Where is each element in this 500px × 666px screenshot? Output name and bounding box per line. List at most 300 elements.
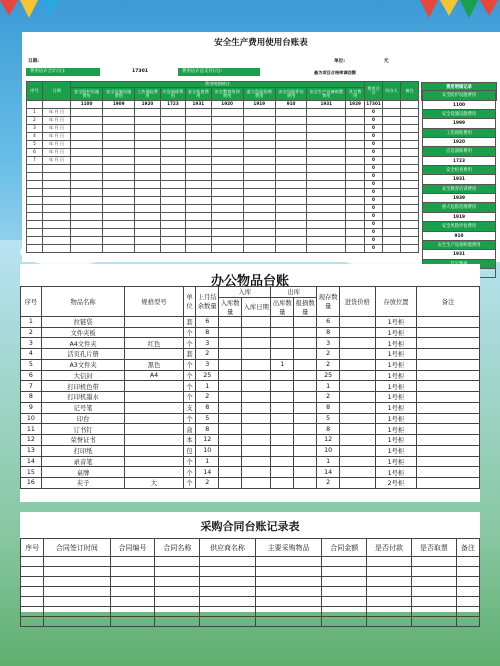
sidebar-category-label: 重大危险治理费用 (422, 203, 496, 212)
sidebar-category-value: 1723 (422, 157, 496, 166)
amount-cell (211, 237, 243, 245)
amount-cell (211, 125, 243, 133)
amount-cell (186, 245, 211, 253)
out-qty-cell (271, 402, 294, 413)
amount-cell (307, 221, 346, 229)
amount-cell (211, 213, 243, 221)
remark-cell (401, 237, 419, 245)
empty-cell (322, 587, 367, 597)
amount-cell (307, 213, 346, 221)
amount-cell (243, 197, 275, 205)
empty-cell (322, 567, 367, 577)
amount-cell (211, 197, 243, 205)
seq-cell (27, 197, 43, 205)
amount-cell (135, 157, 160, 165)
amount-cell (186, 181, 211, 189)
empty-cell (110, 617, 155, 627)
seq-cell (27, 213, 43, 221)
location-cell: 1号柜 (375, 381, 417, 392)
amount-cell (275, 205, 307, 213)
amount-cell (71, 141, 103, 149)
amount-cell (71, 133, 103, 141)
in-date-cell (242, 370, 271, 381)
amount-cell (346, 237, 365, 245)
empty-cell (44, 607, 110, 617)
empty-cell (456, 607, 479, 617)
seq-cell: 16 (21, 478, 42, 489)
date-cell: 年 月 日 (43, 109, 71, 117)
amount-cell (160, 157, 185, 165)
stock-cell: 8 (317, 402, 340, 413)
location-cell: 2号柜 (375, 478, 417, 489)
location-cell: 1号柜 (375, 338, 417, 349)
amount-cell (243, 229, 275, 237)
name-cell: 活页孔片册 (41, 349, 124, 360)
location-cell: 1号柜 (375, 316, 417, 327)
in-date-cell (242, 392, 271, 403)
in-qty-cell (219, 359, 242, 370)
amount-cell (346, 133, 365, 141)
empty-cell (155, 607, 200, 617)
col-location: 存放位置 (375, 287, 417, 317)
contract-column-header: 备注 (456, 539, 479, 557)
amount-cell (346, 205, 365, 213)
amount-cell (135, 205, 160, 213)
table-row (21, 327, 480, 338)
seq-cell: 3 (21, 338, 42, 349)
category-header: 重大危险治理费用 (243, 88, 275, 101)
scrap-cell (294, 338, 317, 349)
remark-cell (401, 125, 419, 133)
scrap-cell (294, 445, 317, 456)
empty-cell (110, 607, 155, 617)
date-cell: 年 月 日 (43, 117, 71, 125)
amount-cell (211, 141, 243, 149)
remark-cell (417, 338, 480, 349)
col-total: 费用合计 (365, 82, 383, 101)
table-row (27, 189, 419, 197)
col-unit: 单位 (183, 287, 196, 317)
contract-column-header: 是否取票 (411, 539, 456, 557)
price-cell (340, 349, 375, 360)
empty-cell (21, 607, 44, 617)
amount-cell (103, 229, 135, 237)
category-header: 安全教育培训费用 (211, 88, 243, 101)
amount-cell (275, 109, 307, 117)
date-cell (43, 213, 71, 221)
contract-ledger-table (20, 538, 480, 627)
category-header: 应急演练费用 (160, 88, 185, 101)
price-cell (340, 370, 375, 381)
amount-cell (243, 133, 275, 141)
stock-cell: 1 (317, 381, 340, 392)
amount-cell (275, 165, 307, 173)
amount-cell (307, 141, 346, 149)
total-cell: 0 (365, 189, 383, 197)
out-qty-cell (271, 316, 294, 327)
table-row (21, 456, 480, 467)
seq-cell: 5 (21, 359, 42, 370)
sidebar-category-value: 910 (422, 232, 496, 241)
empty-cell (322, 617, 367, 627)
prev-cell: 6 (196, 316, 219, 327)
remark-cell (417, 392, 480, 403)
total-cell: 0 (365, 197, 383, 205)
sum-remark-cell (401, 101, 419, 109)
amount-cell (135, 141, 160, 149)
in-qty-cell (219, 381, 242, 392)
price-cell (340, 402, 375, 413)
empty-cell (200, 587, 256, 597)
empty-cell (200, 597, 256, 607)
location-cell: 1号柜 (375, 435, 417, 446)
price-cell (340, 445, 375, 456)
amount-cell (160, 197, 185, 205)
spec-cell: A4 (125, 370, 183, 381)
in-qty-cell (219, 327, 242, 338)
amount-cell (275, 213, 307, 221)
approval-label: 最为项目合格率调回额 (314, 70, 356, 75)
handler-cell (383, 165, 401, 173)
stock-cell: 2 (317, 359, 340, 370)
amount-cell (275, 117, 307, 125)
in-date-cell (242, 467, 271, 478)
empty-cell (367, 577, 412, 587)
scrap-cell (294, 316, 317, 327)
amount-cell (211, 109, 243, 117)
prev-cell: 1 (196, 456, 219, 467)
sidebar-category-value: 1919 (422, 213, 496, 222)
price-cell (340, 338, 375, 349)
remark-cell (417, 424, 480, 435)
empty-cell (255, 577, 321, 587)
table-row (21, 557, 480, 567)
scrap-cell (294, 392, 317, 403)
category-header: 安全检查费用 (186, 88, 211, 101)
amount-cell (346, 189, 365, 197)
in-date-cell (242, 359, 271, 370)
table-row (27, 117, 419, 125)
empty-cell (44, 567, 110, 577)
prev-cell: 5 (196, 413, 219, 424)
unit-cell: 个 (183, 478, 196, 489)
empty-cell (255, 567, 321, 577)
in-qty-cell (219, 456, 242, 467)
location-cell: 1号柜 (375, 424, 417, 435)
remark-cell (417, 402, 480, 413)
seq-cell: 13 (21, 445, 42, 456)
out-qty-cell (271, 349, 294, 360)
empty-cell (44, 577, 110, 587)
price-cell (340, 435, 375, 446)
table-row (27, 125, 419, 133)
spec-cell (125, 424, 183, 435)
in-date-cell (242, 349, 271, 360)
amount-cell (186, 109, 211, 117)
unit-cell: 个 (183, 381, 196, 392)
amount-cell (346, 117, 365, 125)
sum-cell: 1723 (160, 101, 185, 109)
empty-cell (255, 617, 321, 627)
amount-cell (307, 133, 346, 141)
remark-cell (401, 141, 419, 149)
name-cell: 记号笔 (41, 402, 124, 413)
date-cell (43, 173, 71, 181)
spec-cell (125, 402, 183, 413)
seq-cell: 9 (21, 402, 42, 413)
name-cell: A3文件夹 (41, 359, 124, 370)
remark-cell (417, 316, 480, 327)
price-cell (340, 327, 375, 338)
amount-cell (243, 213, 275, 221)
remark-cell (401, 117, 419, 125)
empty-cell (21, 617, 44, 627)
price-cell (340, 316, 375, 327)
col-spec: 规格型号 (125, 287, 183, 317)
total-cell: 0 (365, 141, 383, 149)
prev-cell: 14 (196, 467, 219, 478)
empty-cell (200, 617, 256, 627)
date-cell (43, 221, 71, 229)
total-cell: 0 (365, 245, 383, 253)
prev-cell: 2 (196, 349, 219, 360)
stock-cell: 2 (317, 392, 340, 403)
col-remark: 备注 (417, 287, 480, 317)
office-ledger-title: 办公物品台账 (210, 274, 289, 289)
empty-cell (456, 557, 479, 567)
date-cell: 年 月 日 (43, 149, 71, 157)
sum-seq-cell (27, 101, 43, 109)
sum-cell: 1920 (211, 101, 243, 109)
in-qty-cell (219, 478, 242, 489)
table-row (21, 478, 480, 489)
amount-cell (71, 149, 103, 157)
handler-cell (383, 125, 401, 133)
seq-cell: 1 (27, 109, 43, 117)
amount-cell (275, 125, 307, 133)
budget-total-value: 17301 (132, 69, 148, 74)
contract-column-header: 供应商名称 (200, 539, 256, 557)
amount-cell (243, 205, 275, 213)
remark-cell (417, 435, 480, 446)
amount-cell (103, 133, 135, 141)
empty-cell (21, 567, 44, 577)
safety-ledger-table (26, 81, 419, 253)
amount-cell (186, 141, 211, 149)
spec-cell (125, 435, 183, 446)
scrap-cell (294, 456, 317, 467)
amount-cell (275, 173, 307, 181)
amount-cell (346, 125, 365, 133)
col-in-date: 入库日期 (242, 297, 271, 316)
table-row (21, 587, 480, 597)
sidebar-category-value: 1931 (422, 175, 496, 184)
amount-cell (275, 197, 307, 205)
spec-cell (125, 413, 183, 424)
empty-cell (411, 577, 456, 587)
amount-cell (275, 229, 307, 237)
amount-cell (243, 245, 275, 253)
seq-cell: 2 (27, 117, 43, 125)
amount-cell (211, 189, 243, 197)
amount-cell (307, 229, 346, 237)
amount-cell (243, 189, 275, 197)
unit-cell: 个 (183, 338, 196, 349)
amount-cell (346, 213, 365, 221)
amount-cell (186, 173, 211, 181)
empty-cell (44, 597, 110, 607)
stock-cell: 5 (317, 413, 340, 424)
contract-column-header: 序号 (21, 539, 44, 557)
remark-cell (401, 181, 419, 189)
sidebar-category-label: 应急演练费用 (422, 147, 496, 156)
safety-ledger-panel (22, 32, 500, 262)
empty-cell (200, 607, 256, 617)
sum-cell: 1920 (135, 101, 160, 109)
price-cell (340, 456, 375, 467)
amount-cell (103, 125, 135, 133)
in-qty-cell (219, 338, 242, 349)
amount-cell (275, 141, 307, 149)
in-qty-cell (219, 467, 242, 478)
empty-cell (21, 587, 44, 597)
out-qty-cell (271, 370, 294, 381)
remark-cell (401, 189, 419, 197)
empty-cell (411, 617, 456, 627)
seq-cell: 4 (27, 133, 43, 141)
empty-cell (456, 597, 479, 607)
remark-cell (401, 197, 419, 205)
handler-cell (383, 229, 401, 237)
amount-cell (71, 181, 103, 189)
amount-cell (71, 157, 103, 165)
unit-cell: 盒 (183, 424, 196, 435)
name-cell: 夹子 (41, 478, 124, 489)
price-cell (340, 424, 375, 435)
amount-cell (160, 109, 185, 117)
amount-cell (346, 245, 365, 253)
empty-cell (367, 607, 412, 617)
out-qty-cell (271, 327, 294, 338)
amount-cell (307, 181, 346, 189)
usage-label: 费用估计总支付(元): (178, 68, 260, 76)
category-header: 工伤保险费用 (135, 88, 160, 101)
empty-cell (21, 577, 44, 587)
amount-cell (71, 221, 103, 229)
out-qty-cell (271, 392, 294, 403)
amount-cell (186, 117, 211, 125)
sidebar-category-label: 安全设施设施费用 (422, 110, 496, 119)
col-handler: 经办人 (383, 82, 401, 101)
empty-cell (255, 597, 321, 607)
sum-cell: 1909 (103, 101, 135, 109)
unit-cell: 个 (183, 413, 196, 424)
empty-cell (44, 587, 110, 597)
sum-cell: 1929 (346, 101, 365, 109)
safety-ledger-title: 安全生产费用使用台账表 (214, 38, 308, 48)
amount-cell (71, 165, 103, 173)
seq-cell: 10 (21, 413, 42, 424)
table-row (27, 173, 419, 181)
name-cell: 桌牌 (41, 467, 124, 478)
remark-cell (417, 381, 480, 392)
scrap-cell (294, 327, 317, 338)
sum-date-cell (43, 101, 71, 109)
location-cell: 1号柜 (375, 467, 417, 478)
amount-cell (186, 229, 211, 237)
table-row (21, 617, 480, 627)
handler-cell (383, 189, 401, 197)
prev-cell: 12 (196, 435, 219, 446)
stock-cell: 6 (317, 316, 340, 327)
amount-cell (307, 125, 346, 133)
amount-cell (346, 181, 365, 189)
amount-cell (160, 245, 185, 253)
price-cell (340, 478, 375, 489)
name-cell: 荣誉证书 (41, 435, 124, 446)
amount-cell (103, 165, 135, 173)
amount-cell (275, 181, 307, 189)
prev-cell: 25 (196, 370, 219, 381)
total-cell: 0 (365, 157, 383, 165)
amount-cell (103, 157, 135, 165)
empty-cell (411, 587, 456, 597)
location-cell: 1号柜 (375, 349, 417, 360)
spec-cell: 黑色 (125, 359, 183, 370)
name-cell: 打印机色带 (41, 381, 124, 392)
stock-cell: 8 (317, 424, 340, 435)
out-qty-cell (271, 478, 294, 489)
amount-cell (186, 133, 211, 141)
scrap-cell (294, 381, 317, 392)
amount-cell (307, 197, 346, 205)
amount-cell (135, 149, 160, 157)
amount-cell (275, 149, 307, 157)
amount-cell (307, 117, 346, 125)
col-in-qty: 入库数量 (219, 297, 242, 316)
category-header: 其它费用 (346, 88, 365, 101)
amount-cell (211, 165, 243, 173)
sidebar-category-label: 安全生产设备购置费用 (422, 241, 496, 250)
sidebar-category-value: 1100 (422, 101, 496, 110)
seq-cell (27, 245, 43, 253)
total-cell: 0 (365, 205, 383, 213)
amount-cell (346, 229, 365, 237)
date-label: 日期: (28, 59, 40, 64)
amount-cell (71, 213, 103, 221)
table-row (27, 181, 419, 189)
sum-cell: 1100 (71, 101, 103, 109)
seq-cell (27, 221, 43, 229)
prev-cell: 3 (196, 338, 219, 349)
office-ledger-panel (20, 264, 480, 502)
empty-cell (367, 557, 412, 567)
stock-cell: 25 (317, 370, 340, 381)
sum-cell: 1931 (307, 101, 346, 109)
remark-cell (417, 349, 480, 360)
prev-cell: 1 (196, 381, 219, 392)
amount-cell (103, 245, 135, 253)
amount-cell (71, 237, 103, 245)
amount-cell (211, 221, 243, 229)
spec-cell: 大 (125, 478, 183, 489)
seq-cell: 11 (21, 424, 42, 435)
empty-cell (155, 567, 200, 577)
amount-cell (275, 245, 307, 253)
table-row (27, 133, 419, 141)
empty-cell (456, 617, 479, 627)
unit-cell: 本 (183, 435, 196, 446)
